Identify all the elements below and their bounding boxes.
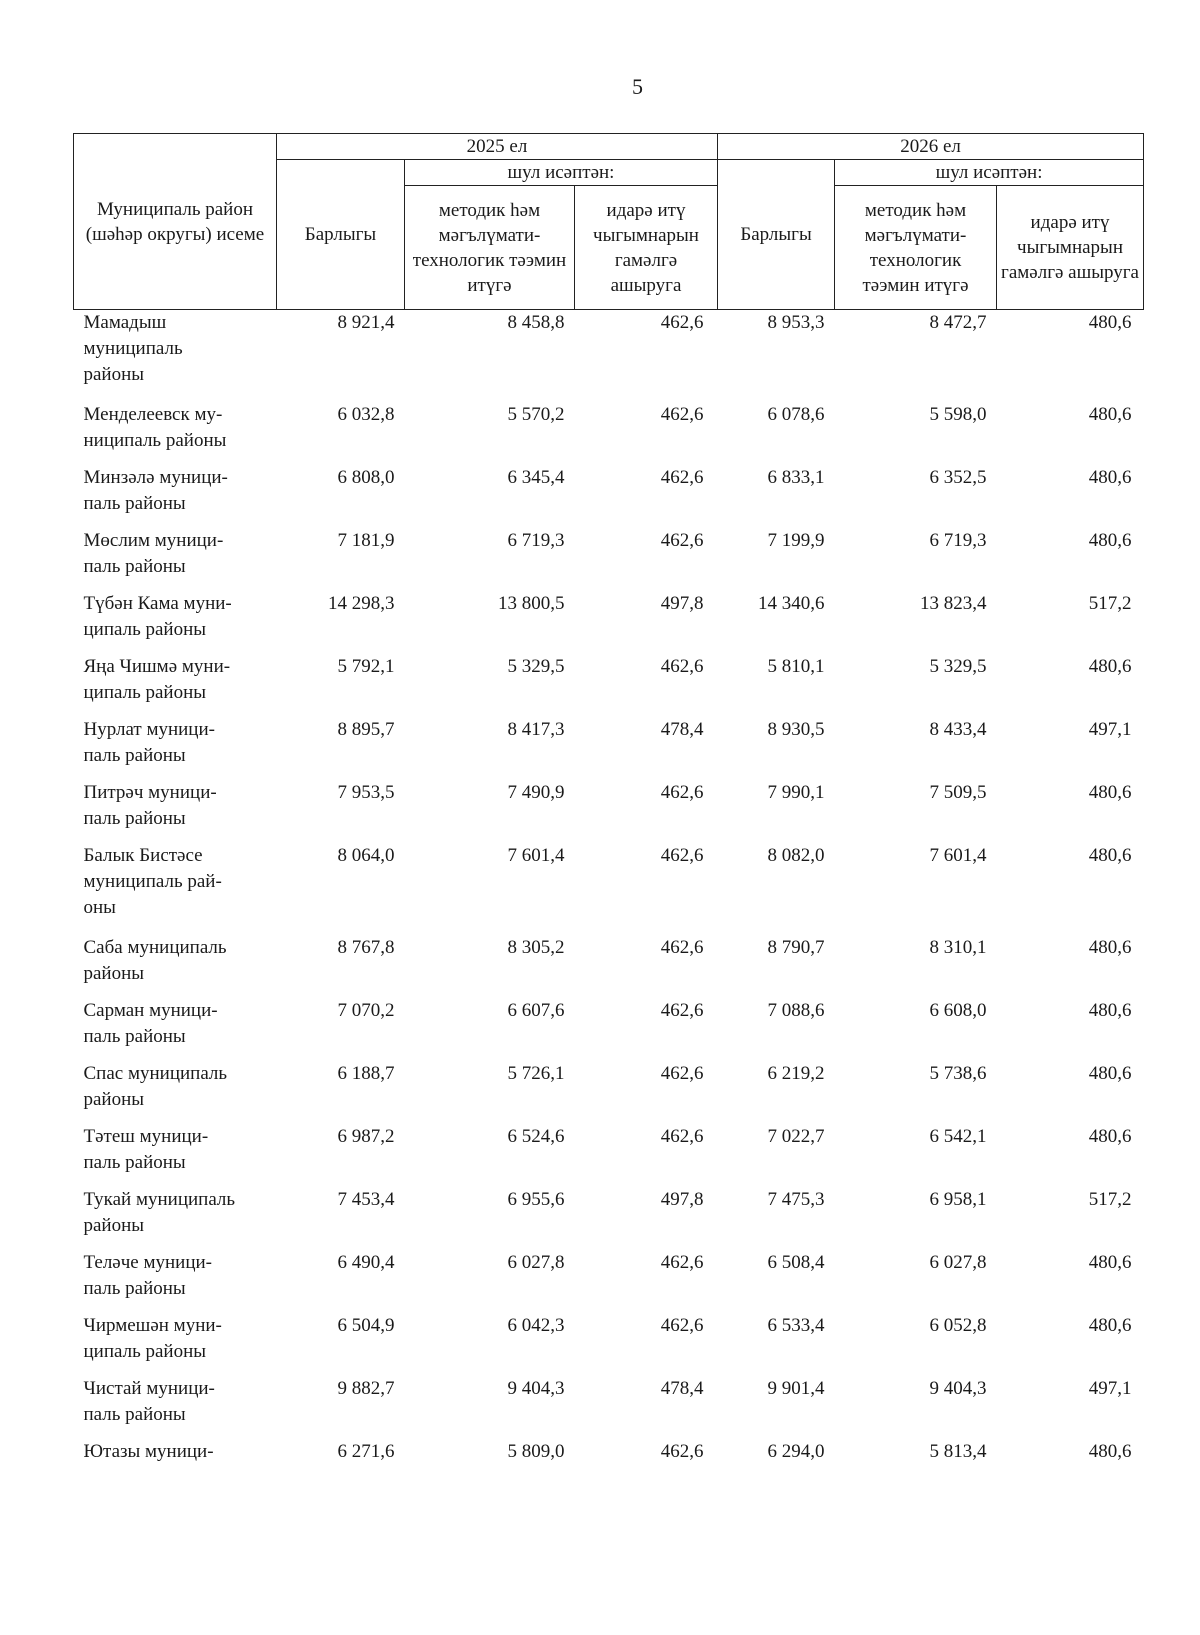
value-a26: 497,1 (1088, 1378, 1132, 1399)
header-admin-2026: идарә итү чыгымнарын гамәлгә ашыруга (997, 186, 1144, 310)
value-t25: 5 792,1 (337, 656, 395, 677)
value-m26: 6 608,0 (929, 1000, 987, 1021)
value-m26: 13 823,4 (920, 593, 987, 614)
value-a25: 478,4 (660, 1378, 704, 1399)
value-m26: 5 738,6 (929, 1063, 987, 1084)
value-m26: 5 598,0 (929, 404, 987, 425)
value-a26: 480,6 (1088, 404, 1132, 425)
value-m26: 6 052,8 (929, 1315, 987, 1336)
value-a26: 480,6 (1088, 1252, 1132, 1273)
value-a26: 480,6 (1088, 1063, 1132, 1084)
value-a25: 462,6 (660, 312, 704, 333)
value-t25: 6 504,9 (337, 1315, 395, 1336)
value-m25: 9 404,3 (507, 1378, 565, 1399)
value-a25: 462,6 (660, 530, 704, 551)
value-m26: 6 027,8 (929, 1252, 987, 1273)
table-body (74, 310, 1144, 1503)
municipality-name: Теләче муници- паль районы (83, 1252, 212, 1299)
value-a26: 480,6 (1088, 1441, 1132, 1462)
municipality-name: Түбән Кама муни- ципаль районы (83, 593, 232, 640)
header-of-which-2025: шул исәптән: (405, 160, 718, 186)
table-row (74, 591, 1144, 654)
municipality-name: Саба муниципаль районы (83, 937, 227, 984)
value-t26: 8 953,3 (767, 312, 825, 333)
value-t25: 6 987,2 (337, 1126, 395, 1147)
value-a26: 480,6 (1088, 312, 1132, 333)
table-row (74, 1250, 1144, 1313)
value-a26: 480,6 (1088, 1315, 1132, 1336)
value-m25: 5 809,0 (507, 1441, 565, 1462)
value-a25: 462,6 (660, 782, 704, 803)
value-t26: 6 833,1 (767, 467, 825, 488)
table-row (74, 843, 1144, 935)
header-of-which-2026: шул исәптән: (835, 160, 1144, 186)
header-admin-2025: идарә итү чыгымнарын гамәлгә ашыруга (575, 186, 718, 310)
value-m26: 7 509,5 (929, 782, 987, 803)
municipality-name: Балык Бистәсе муниципаль рай- оны (83, 845, 222, 918)
table-row (74, 1376, 1144, 1439)
value-m26: 6 352,5 (929, 467, 987, 488)
value-t26: 8 930,5 (767, 719, 825, 740)
table-row (74, 1061, 1144, 1124)
value-m26: 8 472,7 (929, 312, 987, 333)
value-t25: 7 070,2 (337, 1000, 395, 1021)
value-a26: 480,6 (1088, 1126, 1132, 1147)
table-header (74, 134, 1144, 310)
value-t25: 14 298,3 (328, 593, 395, 614)
value-t26: 9 901,4 (767, 1378, 825, 1399)
value-t26: 5 810,1 (767, 656, 825, 677)
table-row (74, 935, 1144, 998)
value-t25: 8 921,4 (337, 312, 395, 333)
municipality-name: Чирмешән муни- ципаль районы (83, 1315, 222, 1362)
value-m25: 7 601,4 (507, 845, 565, 866)
value-m25: 6 042,3 (507, 1315, 565, 1336)
value-a26: 480,6 (1088, 530, 1132, 551)
value-t25: 7 953,5 (337, 782, 395, 803)
value-a26: 480,6 (1088, 937, 1132, 958)
value-a25: 462,6 (660, 937, 704, 958)
municipality-name: Мамадыш муниципаль районы (83, 312, 183, 385)
value-m25: 5 570,2 (507, 404, 565, 425)
page-number: 5 (632, 74, 643, 99)
value-a25: 462,6 (660, 1441, 704, 1462)
table-row (74, 402, 1144, 465)
value-a25: 462,6 (660, 1315, 704, 1336)
value-t25: 6 271,6 (337, 1441, 395, 1462)
municipality-name: Питрәч муници- паль районы (83, 782, 217, 829)
value-t25: 6 188,7 (337, 1063, 395, 1084)
value-a25: 462,6 (660, 1126, 704, 1147)
value-t26: 6 219,2 (767, 1063, 825, 1084)
value-t26: 6 078,6 (767, 404, 825, 425)
value-t26: 6 294,0 (767, 1441, 825, 1462)
table-row (74, 465, 1144, 528)
table-row (74, 1124, 1144, 1187)
municipality-name: Сарман муници- паль районы (83, 1000, 218, 1047)
value-t25: 6 808,0 (337, 467, 395, 488)
municipality-name: Чистай муници- паль районы (83, 1378, 215, 1425)
municipality-name: Тәтеш муници- паль районы (83, 1126, 209, 1173)
value-m26: 8 433,4 (929, 719, 987, 740)
value-a25: 462,6 (660, 467, 704, 488)
value-m26: 6 958,1 (929, 1189, 987, 1210)
value-m26: 6 542,1 (929, 1126, 987, 1147)
table-row (74, 1313, 1144, 1376)
municipality-name: Менделеевск му- ниципаль районы (83, 404, 227, 451)
value-m25: 6 345,4 (507, 467, 565, 488)
value-a26: 497,1 (1088, 719, 1132, 740)
value-m25: 6 524,6 (507, 1126, 565, 1147)
value-t26: 14 340,6 (758, 593, 825, 614)
value-a25: 462,6 (660, 656, 704, 677)
table-row (74, 998, 1144, 1061)
table-row (74, 528, 1144, 591)
value-m25: 6 607,6 (507, 1000, 565, 1021)
table-row (74, 717, 1144, 780)
table-row (74, 1439, 1144, 1502)
value-t25: 8 064,0 (337, 845, 395, 866)
value-m26: 5 813,4 (929, 1441, 987, 1462)
municipality-name: Ютазы муници- (83, 1441, 214, 1462)
value-t25: 8 767,8 (337, 937, 395, 958)
table-row (74, 780, 1144, 843)
value-a26: 480,6 (1088, 1000, 1132, 1021)
value-a25: 462,6 (660, 1252, 704, 1273)
value-m26: 7 601,4 (929, 845, 987, 866)
value-t26: 7 088,6 (767, 1000, 825, 1021)
value-t25: 6 490,4 (337, 1252, 395, 1273)
value-m25: 6 955,6 (507, 1189, 565, 1210)
header-total-2025: Барлыгы (277, 160, 405, 310)
value-m25: 6 719,3 (507, 530, 565, 551)
value-t25: 7 453,4 (337, 1189, 395, 1210)
value-a26: 480,6 (1088, 845, 1132, 866)
value-a25: 478,4 (660, 719, 704, 740)
value-m26: 9 404,3 (929, 1378, 987, 1399)
value-m25: 6 027,8 (507, 1252, 565, 1273)
value-t25: 9 882,7 (337, 1378, 395, 1399)
value-t26: 6 533,4 (767, 1315, 825, 1336)
value-a26: 480,6 (1088, 467, 1132, 488)
value-t26: 8 790,7 (767, 937, 825, 958)
value-a25: 462,6 (660, 845, 704, 866)
value-a25: 462,6 (660, 404, 704, 425)
value-a26: 480,6 (1088, 656, 1132, 677)
municipality-name: Нурлат муници- паль районы (83, 719, 215, 766)
table-row (74, 310, 1144, 403)
value-t26: 6 508,4 (767, 1252, 825, 1273)
value-a25: 462,6 (660, 1000, 704, 1021)
value-m25: 5 329,5 (507, 656, 565, 677)
value-t25: 7 181,9 (337, 530, 395, 551)
value-m25: 7 490,9 (507, 782, 565, 803)
value-m26: 5 329,5 (929, 656, 987, 677)
header-total-2026: Барлыгы (718, 160, 835, 310)
value-t26: 7 022,7 (767, 1126, 825, 1147)
value-a25: 497,8 (660, 1189, 704, 1210)
value-a26: 517,2 (1088, 1189, 1132, 1210)
value-t26: 8 082,0 (767, 845, 825, 866)
table-row (74, 1187, 1144, 1250)
value-t26: 7 199,9 (767, 530, 825, 551)
municipality-name: Мөслим муници- паль районы (83, 530, 224, 577)
municipality-name: Спас муниципаль районы (83, 1063, 228, 1110)
value-m25: 8 458,8 (507, 312, 565, 333)
value-t25: 8 895,7 (337, 719, 395, 740)
header-municipality-name: Муниципаль район (шәһәр округы) исеме (74, 134, 277, 310)
value-m25: 8 305,2 (507, 937, 565, 958)
value-a25: 497,8 (660, 593, 704, 614)
value-t26: 7 990,1 (767, 782, 825, 803)
value-t26: 7 475,3 (767, 1189, 825, 1210)
municipality-name: Яңа Чишмә муни- ципаль районы (83, 656, 231, 703)
header-methodical-2026: методик һәм мәгълүмати-технологик тәэмин итүгә (835, 186, 997, 310)
value-a26: 480,6 (1088, 782, 1132, 803)
value-a26: 517,2 (1088, 593, 1132, 614)
header-methodical-2025: методик һәм мәгълүмати-технологик тәэмин итүгә (405, 186, 575, 310)
municipality-name: Тукай муниципаль районы (83, 1189, 236, 1236)
budget-table (73, 133, 1144, 1502)
municipality-name: Минзәлә муници- паль районы (83, 467, 228, 514)
header-year-2026: 2026 ел (718, 134, 1144, 160)
value-m26: 8 310,1 (929, 937, 987, 958)
table-row (74, 654, 1144, 717)
value-m26: 6 719,3 (929, 530, 987, 551)
value-a25: 462,6 (660, 1063, 704, 1084)
value-m25: 5 726,1 (507, 1063, 565, 1084)
value-m25: 8 417,3 (507, 719, 565, 740)
header-year-2025: 2025 ел (277, 134, 718, 160)
value-t25: 6 032,8 (337, 404, 395, 425)
value-m25: 13 800,5 (498, 593, 565, 614)
